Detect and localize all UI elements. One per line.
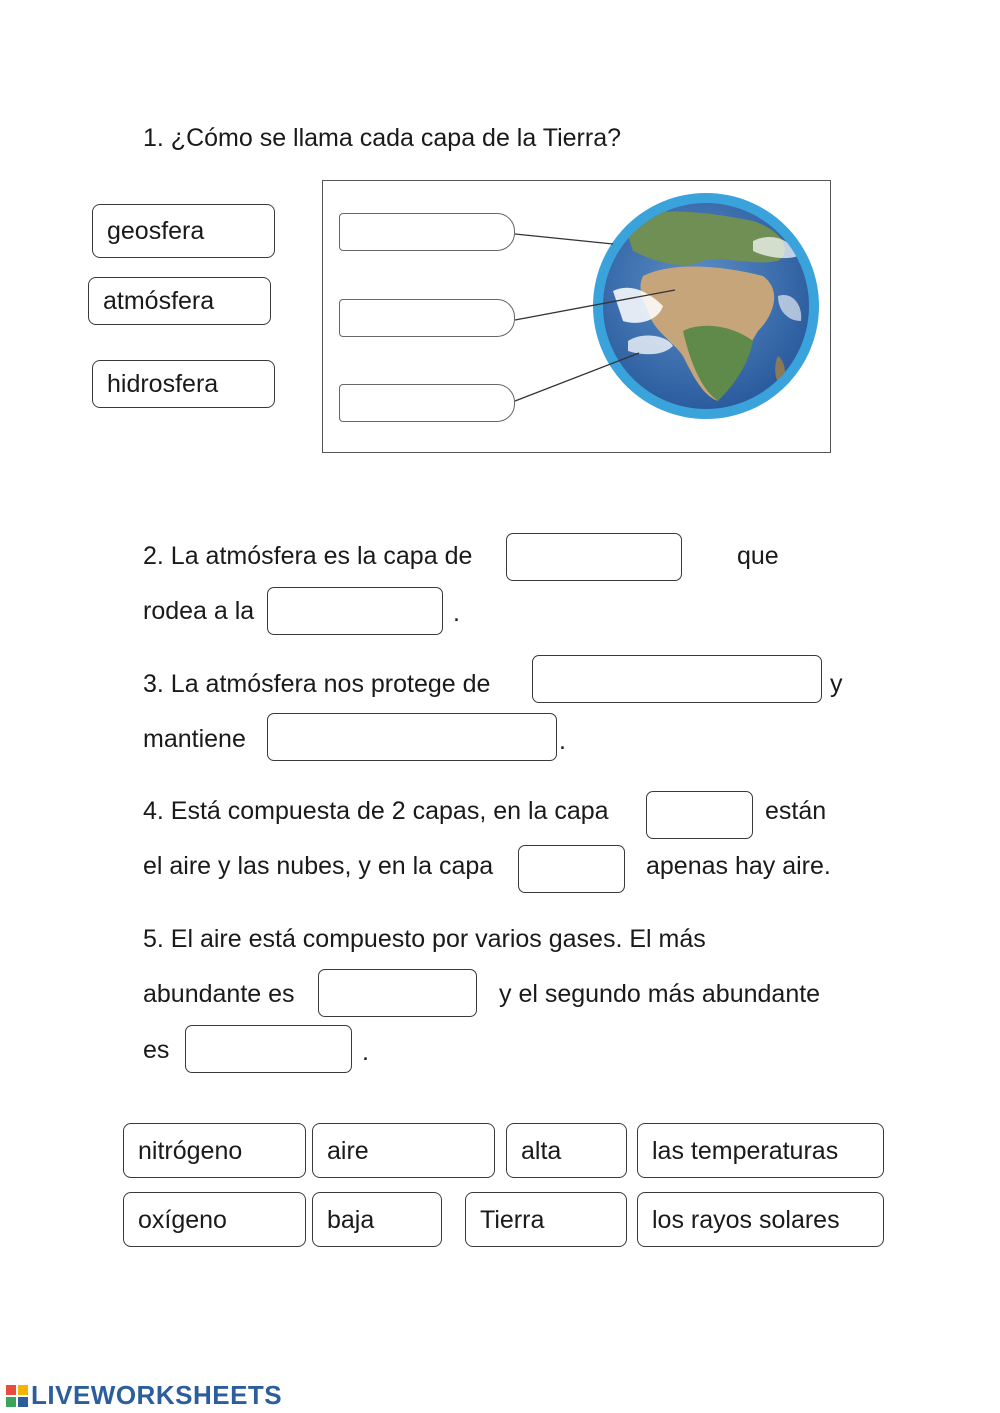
answer-box-q2-2[interactable] <box>267 587 443 635</box>
question-1-text: 1. ¿Cómo se llama cada capa de la Tierra? <box>143 124 622 152</box>
footer-brand <box>6 1380 282 1411</box>
word-tile-geosfera[interactable]: geosfera <box>92 204 275 258</box>
word-bank-tile-aire[interactable]: aire <box>312 1123 495 1178</box>
question-5-line2-start: abundante es <box>143 980 295 1008</box>
answer-box-q3-1[interactable] <box>532 655 822 703</box>
answer-box-q4-1[interactable] <box>646 791 753 839</box>
question-5-line3-start: es <box>143 1036 170 1064</box>
word-bank-tile-tierra[interactable]: Tierra <box>465 1192 627 1247</box>
word-bank-tile-nitrogeno[interactable]: nitrógeno <box>123 1123 306 1178</box>
earth-globe-image <box>323 181 832 454</box>
question-4-line1-end: están <box>765 797 827 825</box>
word-bank-tile-oxigeno[interactable]: oxígeno <box>123 1192 306 1247</box>
question-2-line2-start: rodea a la <box>143 597 255 625</box>
question-5-line2-end: y el segundo más abundante <box>499 980 821 1008</box>
word-bank-tile-alta[interactable]: alta <box>506 1123 627 1178</box>
question-3-line1-end: y <box>830 670 843 698</box>
word-bank-tile-baja[interactable]: baja <box>312 1192 442 1247</box>
answer-box-q5-1[interactable] <box>318 969 477 1017</box>
word-tile-atmosfera[interactable]: atmósfera <box>88 277 271 325</box>
question-4-line2-start: el aire y las nubes, y en la capa <box>143 852 494 880</box>
word-bank-tile-los-rayos-solares[interactable]: los rayos solares <box>637 1192 884 1247</box>
answer-box-q3-2[interactable] <box>267 713 557 761</box>
question-5-line3-end: . <box>362 1038 369 1066</box>
answer-box-q2-1[interactable] <box>506 533 682 581</box>
liveworksheets-logo-icon <box>6 1385 28 1407</box>
footer-brand-text: LIVEWORKSHEETS <box>31 1380 283 1410</box>
question-4-line2-end: apenas hay aire. <box>646 852 831 880</box>
word-tile-hidrosfera[interactable]: hidrosfera <box>92 360 275 408</box>
question-2-line2-end: . <box>453 599 460 627</box>
question-4-line1-start: 4. Está compuesta de 2 capas, en la capa <box>143 797 609 825</box>
earth-layers-figure <box>322 180 831 453</box>
word-bank-tile-las-temperaturas[interactable]: las temperaturas <box>637 1123 884 1178</box>
question-2-line1-end: que <box>737 542 779 570</box>
answer-box-q4-2[interactable] <box>518 845 625 893</box>
question-3-line1-start: 3. La atmósfera nos protege de <box>143 670 491 698</box>
question-3-line2-end: . <box>559 727 566 755</box>
question-2-line1-start: 2. La atmósfera es la capa de <box>143 542 473 570</box>
question-3-line2-start: mantiene <box>143 725 246 753</box>
pointer-line-1 <box>515 234 613 244</box>
answer-box-q5-2[interactable] <box>185 1025 352 1073</box>
question-5-line1: 5. El aire está compuesto por varios gases. El más <box>143 925 706 953</box>
